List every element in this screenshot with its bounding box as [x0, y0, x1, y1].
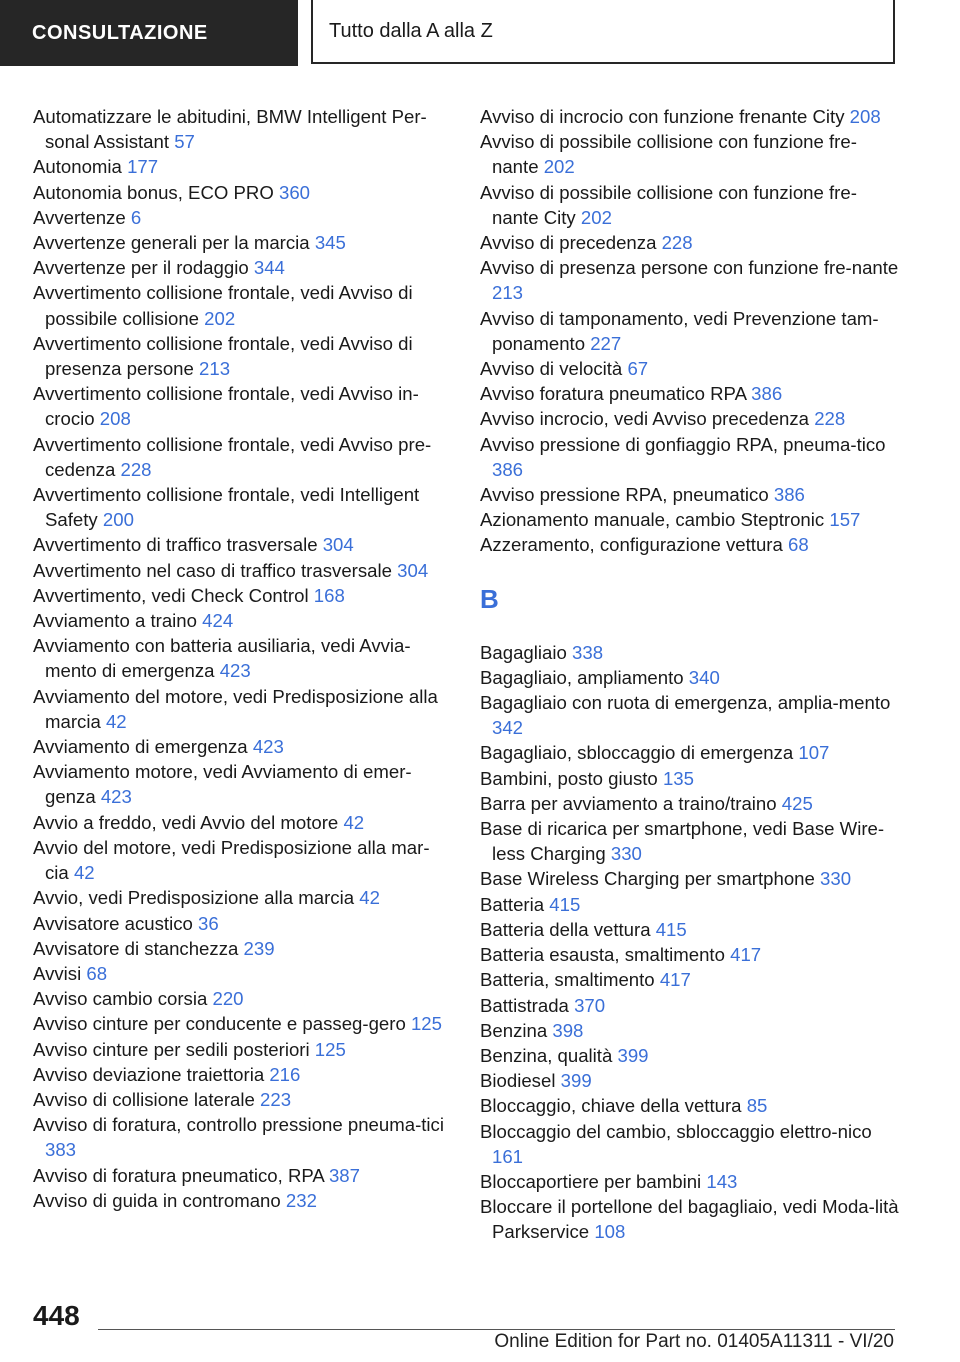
- index-term: Avvisi: [33, 962, 82, 984]
- page-reference-link[interactable]: 424: [202, 610, 234, 632]
- index-entry: [33, 810, 453, 835]
- index-term: Batteria esausta, smaltimento: [480, 944, 725, 966]
- page-reference-link[interactable]: 42: [343, 811, 365, 833]
- index-entry: [33, 759, 453, 809]
- page-reference-link[interactable]: 228: [120, 458, 152, 480]
- page-reference-link[interactable]: 108: [594, 1221, 626, 1243]
- index-term: Avviamento del motore, vedi Predisposizione alla marcia: [33, 685, 438, 732]
- index-entry: [480, 1194, 900, 1244]
- page-reference-link[interactable]: 344: [253, 257, 285, 279]
- index-term: Bloccaggio del cambio, sbloccaggio elettro-nico: [480, 1120, 872, 1142]
- chapter-box: [311, 0, 895, 64]
- index-entry: [33, 154, 453, 179]
- index-term: Avviso di incrocio con funzione frenante City: [480, 106, 845, 127]
- page-reference-link[interactable]: 157: [829, 509, 861, 531]
- index-term: Avviamento a traino: [33, 610, 197, 632]
- page-reference-link[interactable]: 161: [492, 1145, 524, 1167]
- page-reference-link[interactable]: 330: [610, 843, 642, 865]
- index-entry: [480, 230, 900, 255]
- page-reference-link[interactable]: 415: [655, 918, 687, 940]
- page-reference-link[interactable]: 135: [662, 767, 694, 789]
- index-entry: [33, 230, 453, 255]
- index-column-left: [33, 104, 453, 1213]
- index-term: Autonomia: [33, 156, 122, 178]
- index-entry: [480, 967, 900, 992]
- page-reference-link[interactable]: 304: [397, 559, 429, 581]
- chapter-title: Tutto dalla A alla Z: [329, 19, 493, 42]
- page-reference-link[interactable]: 208: [849, 106, 881, 127]
- index-term: Batteria, smaltimento: [480, 969, 655, 991]
- index-term: Avvisatore acustico: [33, 912, 193, 934]
- page-reference-link[interactable]: 386: [751, 383, 783, 405]
- index-entry: [33, 734, 453, 759]
- index-term: Avvio a freddo, vedi Avvio del motore: [33, 811, 339, 833]
- index-entry: [480, 640, 900, 665]
- page-reference-link[interactable]: 386: [773, 484, 805, 506]
- page-reference-link[interactable]: 399: [560, 1070, 592, 1092]
- index-term: Avvertimento collisione frontale, vedi Avviso pre-cedenza: [33, 433, 432, 480]
- index-term: Avviso cinture per conducente e passeg-gero: [33, 1013, 406, 1035]
- page-reference-link[interactable]: 330: [820, 868, 852, 890]
- index-entry: [480, 1018, 900, 1043]
- index-term: Avvertenze: [33, 206, 126, 228]
- index-entry: [33, 432, 453, 482]
- page-reference-link[interactable]: 177: [127, 156, 159, 178]
- index-entry: [33, 255, 453, 280]
- index-entry: [480, 356, 900, 381]
- index-term: Benzina: [480, 1019, 548, 1041]
- section-title: CONSULTAZIONE: [32, 21, 208, 44]
- page-reference-link[interactable]: 202: [543, 156, 575, 178]
- index-term: Avvertimento collisione frontale, vedi Intelligent Safety: [33, 484, 420, 531]
- index-term: Avvertimento collisione frontale, vedi Avviso in-crocio: [33, 383, 419, 430]
- index-entry: [480, 432, 900, 482]
- index-entry: [480, 690, 900, 740]
- page-reference-link[interactable]: 208: [99, 408, 131, 430]
- page-reference-link[interactable]: 57: [174, 131, 195, 153]
- index-term: Avviso di foratura pneumatico, RPA: [33, 1164, 324, 1186]
- page-reference-link[interactable]: 227: [590, 332, 622, 354]
- index-entry: [480, 1119, 900, 1169]
- page-reference-link[interactable]: 67: [627, 358, 649, 380]
- index-term: Bagagliaio, sbloccaggio di emergenza: [480, 742, 794, 764]
- index-term: Avviamento motore, vedi Avviamento di emer-genza: [33, 761, 412, 808]
- index-entry: [33, 608, 453, 633]
- index-term: Batteria: [480, 893, 545, 915]
- page-reference-link[interactable]: 383: [45, 1139, 77, 1161]
- index-term: Avviso di possibile collisione con funzione fre-nante: [480, 131, 857, 178]
- page-reference-link[interactable]: 220: [212, 988, 244, 1010]
- index-term: Batteria della vettura: [480, 918, 651, 940]
- index-entry: [33, 1062, 453, 1087]
- edition-note: Online Edition for Part no. 01405A11311 - VI/20: [494, 1331, 894, 1352]
- index-entry: [33, 835, 453, 885]
- page-reference-link[interactable]: 42: [105, 710, 127, 732]
- page-reference-link[interactable]: 425: [781, 792, 813, 814]
- page-reference-link[interactable]: 423: [219, 660, 251, 682]
- index-entry: [480, 306, 900, 356]
- page-reference-link[interactable]: 417: [659, 969, 691, 991]
- index-entry: [480, 816, 900, 866]
- index-term: Avviso di guida in contromano: [33, 1189, 281, 1211]
- index-entry: [480, 1068, 900, 1093]
- page-reference-link[interactable]: 68: [788, 534, 809, 556]
- page-reference-link[interactable]: 228: [661, 232, 693, 254]
- index-entry: [33, 911, 453, 936]
- page-reference-link[interactable]: 386: [492, 458, 524, 480]
- index-entry: [33, 104, 453, 154]
- index-term: Avviso di presenza persone con funzione fre-nante: [480, 257, 899, 279]
- page-reference-link[interactable]: 42: [359, 887, 380, 909]
- index-term: Avviamento con batteria ausiliaria, vedi Avvia-mento di emergenza: [33, 635, 411, 682]
- index-term: Benzina, qualità: [480, 1044, 613, 1066]
- index-term: Bloccare il portellone del bagagliaio, vedi Moda-lità Parkservice: [480, 1196, 899, 1243]
- index-entry: [480, 866, 900, 891]
- page-reference-link[interactable]: 168: [313, 584, 345, 606]
- page-reference-link[interactable]: 423: [252, 736, 284, 758]
- page-reference-link[interactable]: 228: [814, 408, 846, 430]
- index-entry: [480, 1169, 900, 1194]
- page-reference-link[interactable]: 360: [278, 181, 311, 203]
- page-reference-link[interactable]: 85: [746, 1095, 768, 1117]
- page-reference-link[interactable]: 239: [243, 937, 275, 959]
- index-term: Avvertimento collisione frontale, vedi Avviso di possibile collisione: [33, 282, 413, 329]
- index-entry: [33, 205, 453, 230]
- page-reference-link[interactable]: 340: [688, 666, 720, 688]
- index-entry: [33, 583, 453, 608]
- page-reference-link[interactable]: 399: [617, 1044, 649, 1066]
- index-term: Biodiesel: [480, 1070, 556, 1092]
- index-term: Bagagliaio con ruota di emergenza, amplia-mento: [480, 692, 891, 714]
- index-term: Avvertimento nel caso di traffico trasversale: [33, 559, 392, 581]
- index-entry: [480, 381, 900, 406]
- index-entry: [480, 917, 900, 942]
- index-entry: [33, 1188, 453, 1213]
- index-term: Avviso di velocità: [480, 358, 623, 380]
- index-entry: [480, 507, 900, 532]
- index-term: Base Wireless Charging per smartphone: [480, 868, 815, 890]
- page-reference-link[interactable]: 304: [322, 534, 354, 556]
- index-entry: [480, 892, 900, 917]
- index-entry: [480, 993, 900, 1018]
- index-term: Avvio del motore, vedi Predisposizione alla mar-cia: [33, 836, 430, 884]
- page-reference-link[interactable]: 42: [73, 862, 95, 884]
- index-entry: [480, 1043, 900, 1068]
- index-entry: [33, 986, 453, 1011]
- index-entry: [33, 684, 453, 734]
- index-term: Avvertimento di traffico trasversale: [33, 534, 318, 556]
- index-term: Battistrada: [480, 994, 569, 1016]
- page-reference-link[interactable]: 415: [549, 893, 581, 915]
- index-entry: [480, 791, 900, 816]
- index-term: Bloccaggio, chiave della vettura: [480, 1095, 742, 1117]
- index-term: Avviso di foratura, controllo pressione pneuma-tici: [33, 1114, 444, 1136]
- page-reference-link[interactable]: 107: [798, 742, 830, 764]
- index-term: Avvertenze generali per la marcia: [33, 232, 310, 254]
- index-term: Base di ricarica per smartphone, vedi Base Wire-less Charging: [480, 818, 885, 865]
- page-reference-link[interactable]: 143: [706, 1170, 738, 1192]
- page-reference-link[interactable]: 223: [260, 1088, 292, 1110]
- index-entry: [33, 1011, 453, 1036]
- page-reference-link[interactable]: 202: [204, 307, 236, 329]
- index-entry: [33, 1037, 453, 1062]
- index-entry: [33, 482, 453, 532]
- index-term: Avvisatore di stanchezza: [33, 937, 239, 959]
- index-column-right: [480, 104, 900, 1245]
- index-term: Azzeramento, configurazione vettura: [480, 534, 783, 556]
- index-entry: [480, 482, 900, 507]
- page-reference-link[interactable]: 342: [492, 717, 524, 739]
- index-entry: [480, 665, 900, 690]
- page-header: [0, 0, 960, 68]
- page-reference-link[interactable]: 216: [269, 1063, 301, 1085]
- index-entry: [480, 129, 900, 179]
- index-entry: [480, 740, 900, 765]
- index-term: Avviso di collisione laterale: [33, 1088, 255, 1110]
- index-entry: [33, 180, 453, 205]
- page-reference-link[interactable]: 200: [102, 509, 134, 531]
- index-entry: [33, 532, 453, 557]
- index-entry: [480, 104, 900, 129]
- page-reference-link[interactable]: 213: [492, 282, 524, 304]
- page-number: 448: [33, 1300, 80, 1331]
- index-term: Bloccaportiere per bambini: [480, 1170, 702, 1192]
- index-entry: [480, 180, 900, 230]
- index-term: Barra per avviamento a traino/traino: [480, 792, 777, 814]
- page-reference-link[interactable]: 125: [410, 1013, 442, 1035]
- page-reference-link[interactable]: 6: [130, 206, 142, 228]
- index-term: Avviso foratura pneumatico RPA: [480, 383, 746, 405]
- index-entry: [480, 255, 900, 305]
- index-entry: [33, 885, 453, 910]
- index-term: Avviso cinture per sedili posteriori: [33, 1038, 310, 1060]
- index-entry: [33, 381, 453, 431]
- index-entry: [480, 406, 900, 431]
- index-term: Avviso pressione di gonfiaggio RPA, pneuma-tico: [480, 433, 886, 455]
- index-term: Avviso di tamponamento, vedi Prevenzione tam-ponamento: [480, 307, 879, 354]
- index-term: Avvertenze per il rodaggio: [33, 257, 249, 279]
- page-reference-link[interactable]: 213: [199, 358, 231, 380]
- index-entry: [33, 331, 453, 381]
- index-term: Automatizzare le abitudini, BMW Intelligent Per-sonal Assistant: [33, 106, 427, 153]
- index-entry: [480, 942, 900, 967]
- page-reference-link[interactable]: 338: [572, 641, 604, 663]
- index-term: Avviamento di emergenza: [33, 736, 248, 758]
- page-reference-link[interactable]: 232: [285, 1189, 317, 1211]
- page-reference-link[interactable]: 36: [198, 912, 219, 934]
- index-entry: [480, 1093, 900, 1118]
- index-term: Avviso di precedenza: [480, 232, 657, 254]
- page-reference-link[interactable]: 68: [86, 962, 108, 984]
- page-reference-link[interactable]: 398: [552, 1019, 584, 1041]
- index-term: Bagagliaio, ampliamento: [480, 666, 684, 688]
- index-term: Avviso pressione RPA, pneumatico: [480, 484, 769, 506]
- index-term: Bambini, posto giusto: [480, 767, 658, 789]
- index-group-a: [480, 104, 900, 558]
- index-term: Azionamento manuale, cambio Steptronic: [480, 509, 825, 531]
- index-entry: [480, 532, 900, 557]
- page-reference-link[interactable]: 125: [314, 1038, 346, 1060]
- footer-divider: [98, 1329, 895, 1330]
- page-reference-link[interactable]: 202: [580, 206, 612, 228]
- index-term: Avviso di possibile collisione con funzione fre-nante City: [480, 181, 857, 228]
- index-group-b: [480, 640, 900, 1245]
- index-term: Avvertimento, vedi Check Control: [33, 584, 309, 606]
- index-term: Avviso cambio corsia: [33, 988, 208, 1010]
- index-entry: [33, 280, 453, 330]
- index-term: Avviso incrocio, vedi Avviso precedenza: [480, 408, 810, 430]
- index-entry: [33, 633, 453, 683]
- index-term: Bagagliaio: [480, 641, 567, 663]
- index-term: Avvertimento collisione frontale, vedi Avviso di presenza persone: [33, 332, 413, 380]
- index-entry: [33, 1163, 453, 1188]
- index-entry: [33, 961, 453, 986]
- index-letter-heading: B: [480, 583, 499, 614]
- page-reference-link[interactable]: 387: [328, 1164, 360, 1186]
- index-term: Autonomia bonus, ECO PRO: [33, 181, 274, 203]
- page-reference-link[interactable]: 370: [574, 994, 606, 1016]
- index-entry: [33, 1087, 453, 1112]
- page-reference-link[interactable]: 423: [100, 786, 132, 808]
- page-reference-link[interactable]: 345: [314, 232, 346, 254]
- page-reference-link[interactable]: 417: [730, 944, 762, 966]
- index-term: Avviso deviazione traiettoria: [33, 1063, 265, 1085]
- index-entry: [33, 558, 453, 583]
- index-entry: [33, 1112, 453, 1162]
- index-entry: [480, 766, 900, 791]
- index-entry: [33, 936, 453, 961]
- section-tab: [0, 0, 298, 66]
- index-term: Avvio, vedi Predisposizione alla marcia: [33, 887, 355, 909]
